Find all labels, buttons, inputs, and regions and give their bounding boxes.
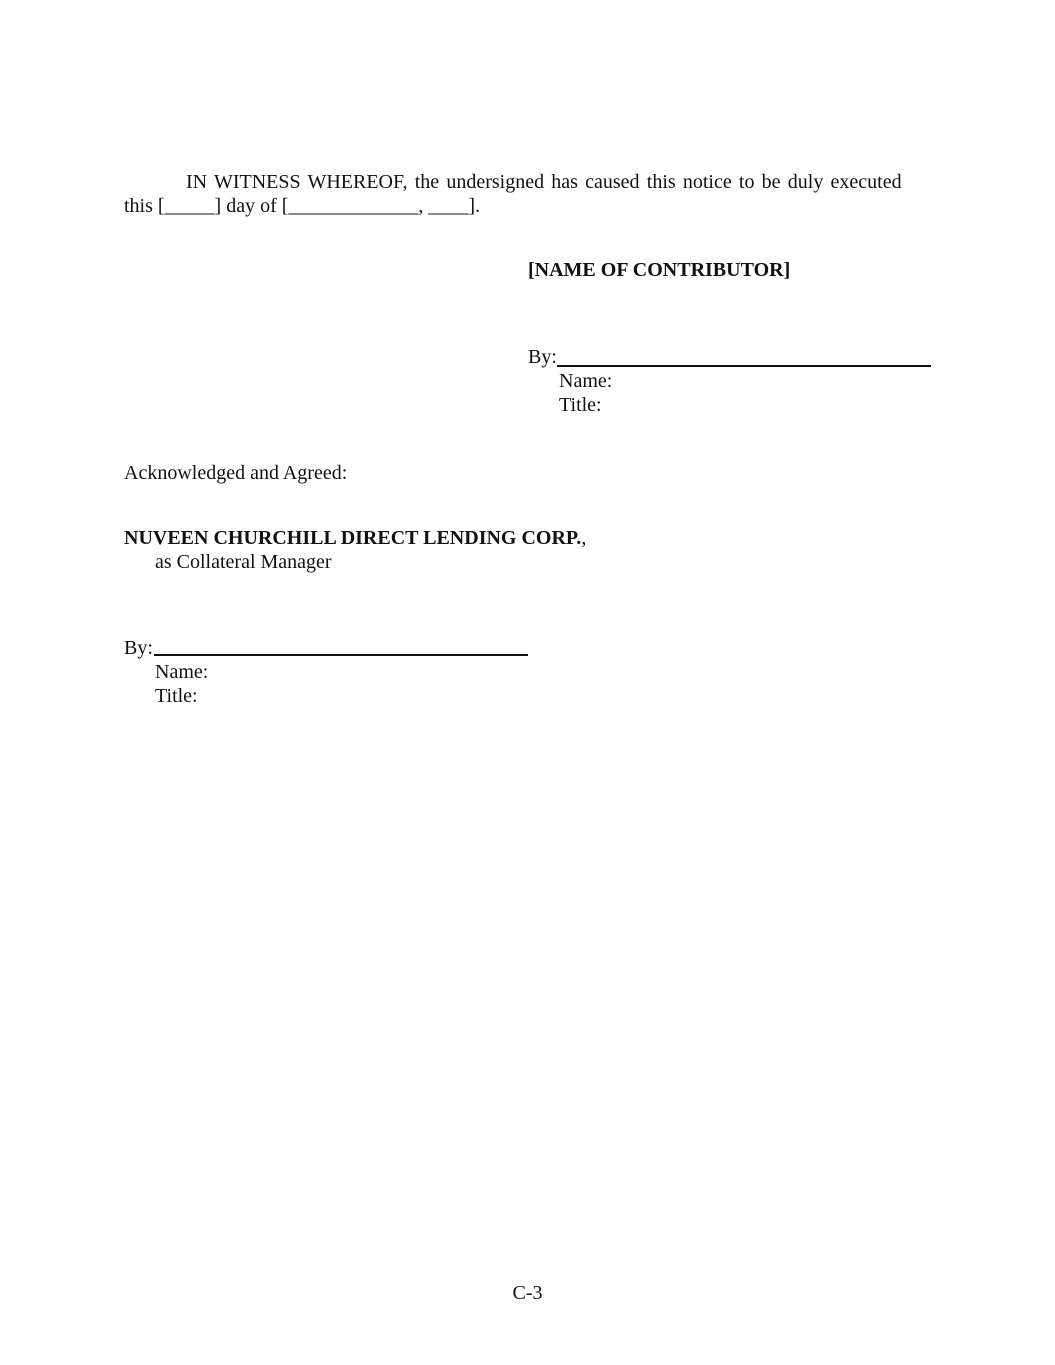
- company-name-line: [124, 526, 586, 550]
- witness-line-1: IN WITNESS WHEREOF, the undersigned has caused this notice to be duly executed: [186, 171, 902, 193]
- manager-signature-line: [154, 654, 528, 656]
- contributor-name: [NAME OF CONTRIBUTOR]: [528, 259, 791, 281]
- acknowledged-heading: Acknowledged and Agreed:: [124, 462, 348, 484]
- company-name: NUVEEN CHURCHILL DIRECT LENDING CORP.: [124, 527, 582, 549]
- contributor-by-label: By:: [528, 346, 557, 368]
- manager-name-label: Name:: [155, 661, 209, 683]
- page-number: C-3: [512, 1282, 543, 1304]
- contributor-title-label: Title:: [559, 394, 602, 416]
- contributor-name-label: Name:: [559, 370, 613, 392]
- company-role: as Collateral Manager: [155, 551, 332, 573]
- manager-by-label: By:: [124, 637, 153, 659]
- contributor-signature-line: [557, 365, 931, 367]
- manager-title-label: Title:: [155, 685, 198, 707]
- company-suffix: ,: [581, 527, 587, 549]
- witness-line-2: this [_____] day of [_____________, ____].: [124, 195, 481, 217]
